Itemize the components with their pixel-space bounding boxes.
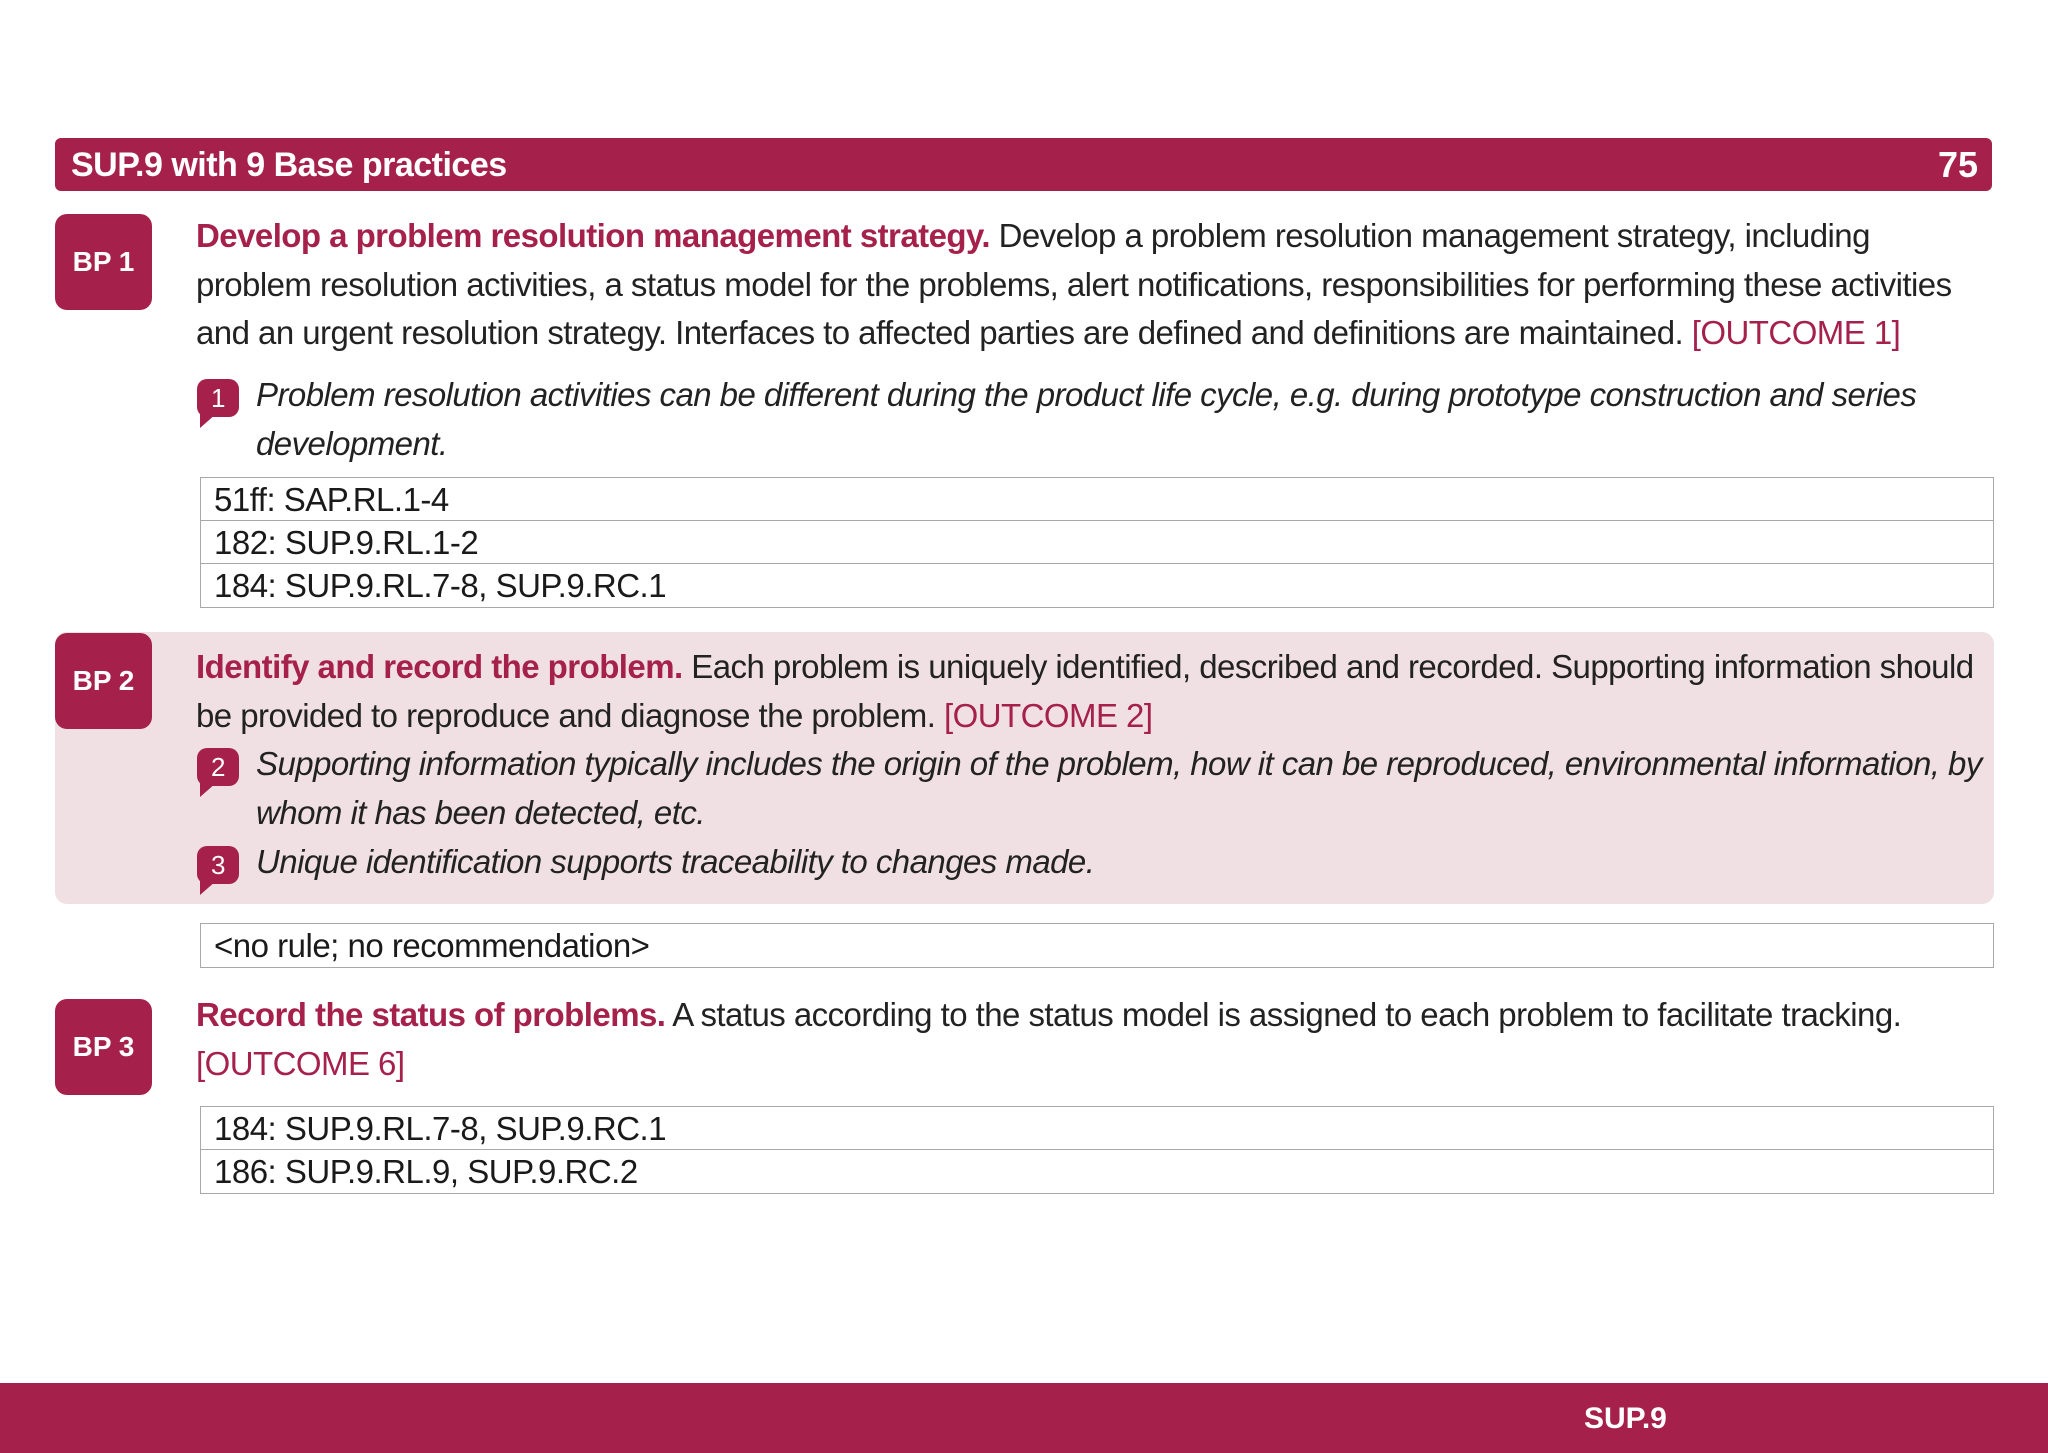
bp1-note-1-text: Problem resolution activities can be different during the product life cycle, e.g. during prototype construction and series development. [256, 376, 1917, 462]
bp1-badge: BP 1 [55, 214, 152, 310]
bp1-description [196, 212, 1986, 358]
bp2-note-3 [196, 838, 1986, 887]
reference-row: 186: SUP.9.RL.9, SUP.9.RC.2 [214, 1153, 638, 1190]
bp2-note-2 [196, 740, 1986, 837]
bp2-body: Each problem is uniquely identified, described and recorded. Supporting information should be provided to reproduce and diagnose the problem. [196, 648, 1974, 734]
section-title: SUP.9 with 9 Base practices [71, 146, 507, 184]
reference-row: 184: SUP.9.RL.7-8, SUP.9.RC.1 [201, 1107, 1993, 1150]
footer-section-label: SUP.9 [1584, 1402, 1667, 1435]
reference-row: 51ff: SAP.RL.1-4 [201, 478, 1993, 521]
bp2-heading: Identify and record the problem. [196, 648, 683, 685]
bp1-note-1 [196, 371, 1986, 468]
note-number-2: 2 [197, 748, 239, 786]
footer-bar [0, 1383, 2048, 1453]
bp2-note-2-text: Supporting information typically includes the origin of the problem, how it can be reproduced, environmental information, by whom it has been detected, etc. [256, 745, 1982, 831]
bp3-heading: Record the status of problems. [196, 996, 666, 1033]
bp1-heading: Develop a problem resolution management strategy. [196, 217, 990, 254]
note-number-3: 3 [197, 846, 239, 884]
bp2-reference-table [200, 923, 1994, 968]
bp3-outcome[interactable]: [OUTCOME 6] [196, 1044, 405, 1082]
section-header-bar [55, 138, 1992, 191]
bp1-reference-table [200, 477, 1994, 608]
page-number: 75 [1937, 144, 1978, 185]
reference-row: <no rule; no recommendation> [214, 927, 650, 964]
bp1-body: Develop a problem resolution management strategy, including problem resolution activities, a status model for the problems, alert notifications, responsibilities for performing these activities and an urgent resolution strategy. Interfaces to affected parties are defined and definitions are maintained. [196, 217, 1952, 351]
bp3-reference-table [200, 1106, 1994, 1194]
bp2-note-3-text: Unique identification supports traceability to changes made. [256, 843, 1095, 880]
bp2-description [196, 643, 1986, 740]
reference-row: 182: SUP.9.RL.1-2 [201, 521, 1993, 564]
bp2-outcome[interactable]: [OUTCOME 2] [943, 696, 1153, 734]
bp2-badge: BP 2 [55, 633, 152, 729]
bp1-outcome[interactable]: [OUTCOME 1] [1691, 314, 1901, 351]
bp3-badge: BP 3 [55, 999, 152, 1095]
note-number-1: 1 [197, 379, 239, 417]
reference-row: 184: SUP.9.RL.7-8, SUP.9.RC.1 [214, 567, 667, 604]
bp3-description [196, 991, 1986, 1088]
bp3-body: A status according to the status model is assigned to each problem to facilitate tracking. [665, 996, 1902, 1033]
